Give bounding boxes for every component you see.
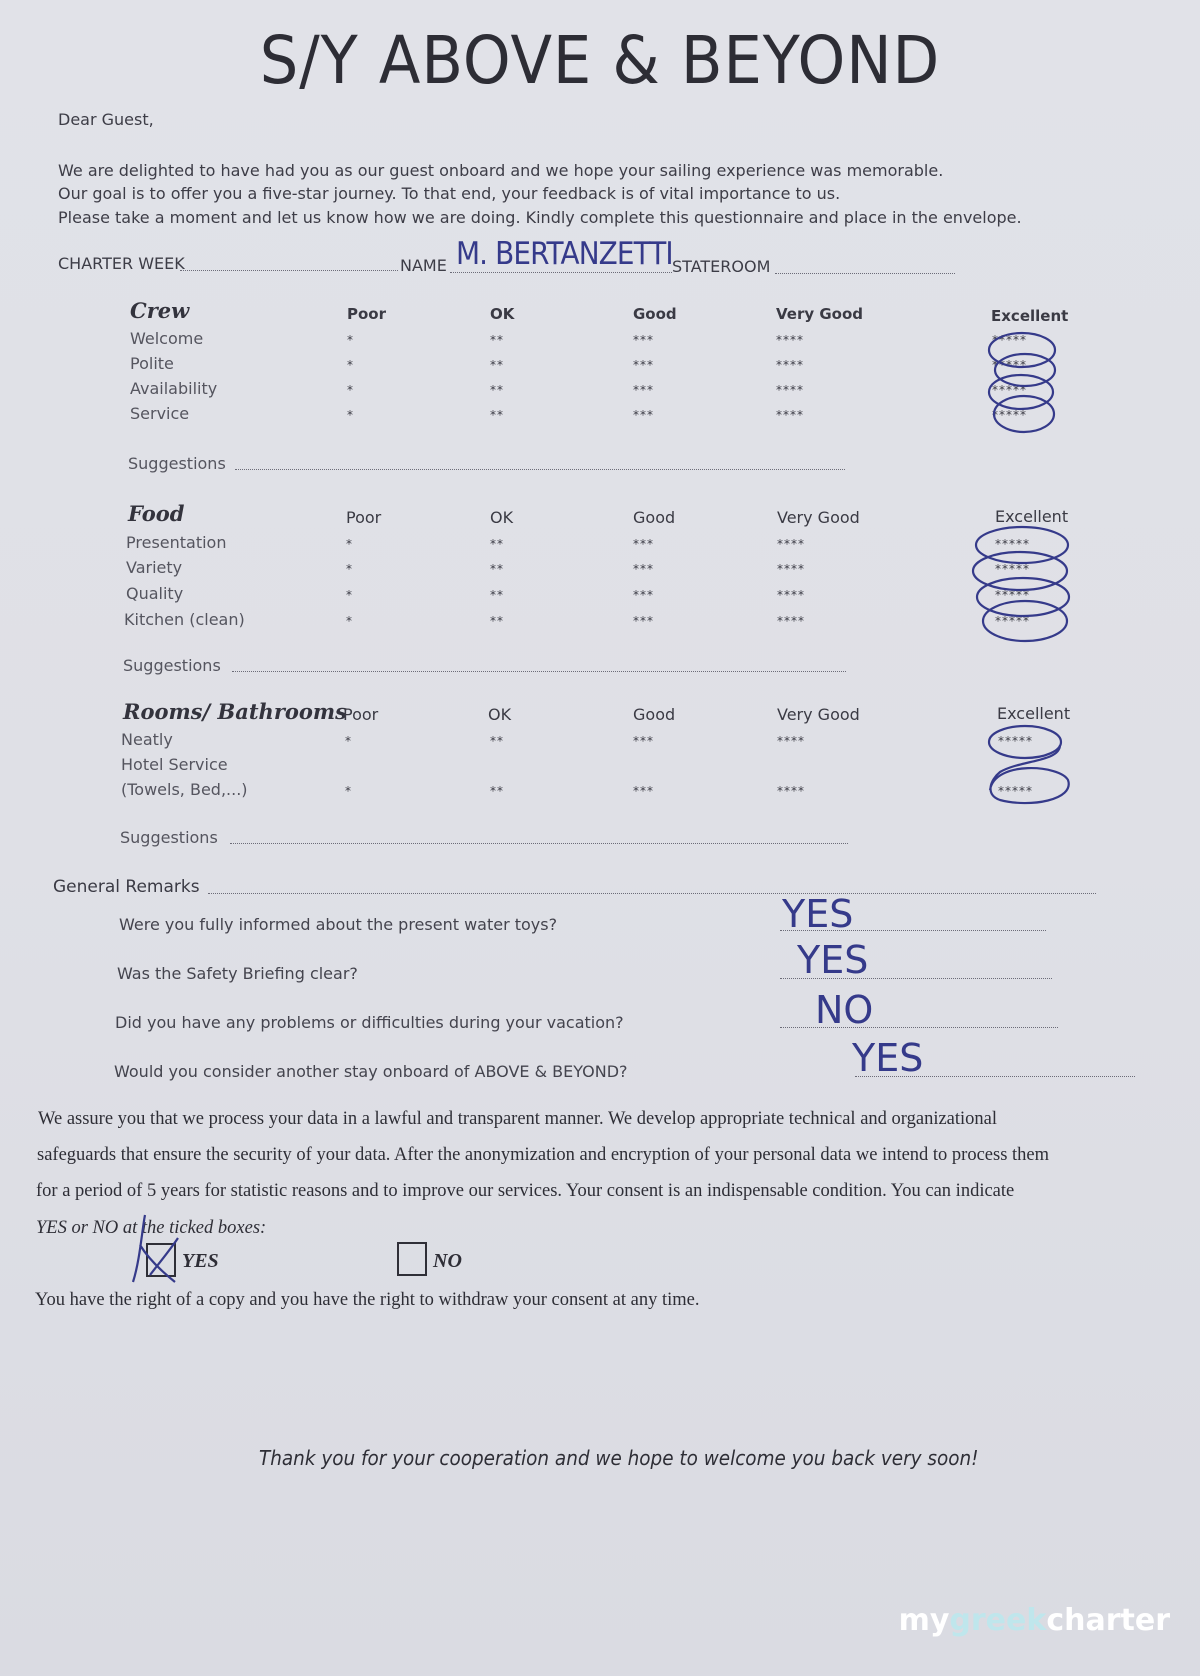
food-suggestions-label: Suggestions — [123, 656, 221, 675]
star-2[interactable]: ** — [490, 358, 504, 372]
food-item-variety: Variety — [126, 558, 183, 577]
star-3[interactable]: *** — [633, 383, 654, 397]
star-4[interactable]: **** — [777, 537, 805, 551]
star-3[interactable]: *** — [633, 562, 654, 576]
star-1[interactable]: * — [346, 537, 353, 551]
charter-week-label: CHARTER WEEK — [58, 254, 185, 273]
rooms-circle-1 — [989, 726, 1061, 758]
star-3[interactable]: *** — [633, 537, 654, 551]
food-col-good: Good — [633, 508, 676, 527]
star-3[interactable]: *** — [633, 333, 654, 347]
star-5[interactable]: ***** — [992, 408, 1027, 422]
rooms-title: Rooms/ Bathrooms — [123, 699, 347, 724]
star-5[interactable]: ***** — [998, 734, 1033, 748]
star-3[interactable]: *** — [633, 614, 654, 628]
name-label: NAME — [400, 256, 447, 275]
rooms-item-towels-bed: (Towels, Bed,...) — [121, 780, 248, 799]
star-4[interactable]: **** — [776, 333, 804, 347]
rooms-col-good: Good — [633, 705, 676, 724]
star-3[interactable]: *** — [633, 358, 654, 372]
food-item-quality: Quality — [126, 584, 184, 603]
star-1[interactable]: * — [345, 784, 352, 798]
rooms-col-very-good: Very Good — [777, 705, 860, 724]
star-3[interactable]: *** — [633, 734, 654, 748]
greeting: Dear Guest, — [58, 110, 154, 129]
consent-no-label: NO — [433, 1250, 462, 1272]
crew-col-very-good: Very Good — [776, 305, 864, 323]
legal-line-1: We assure you that we process your data in a lawful and transparent manner. We develop appropriate technical and organizational — [38, 1109, 998, 1129]
legal-line-2: safeguards that ensure the security of your data. After the anonymization and encryption of your personal data we intend to process them — [37, 1145, 1050, 1165]
stateroom-label: STATEROOM — [672, 257, 771, 276]
star-3[interactable]: *** — [633, 784, 654, 798]
star-2[interactable]: ** — [490, 537, 504, 551]
page-title: S/Y ABOVE & BEYOND — [259, 22, 941, 99]
food-item-presentation: Presentation — [126, 533, 227, 552]
star-1[interactable]: * — [347, 408, 354, 422]
star-5[interactable]: ***** — [995, 562, 1030, 576]
question-another-stay: Would you consider another stay onboard of ABOVE & BEYOND? — [114, 1062, 628, 1081]
answer-problems: NO — [815, 988, 874, 1032]
thank-you-note: Thank you for your cooperation and we hope to welcome you back very soon! — [259, 1446, 979, 1470]
rooms-col-excellent: Excellent — [997, 704, 1071, 723]
star-2[interactable]: ** — [490, 408, 504, 422]
star-2[interactable]: ** — [490, 588, 504, 602]
intro-line-2: Our goal is to offer you a five-star journey. To that end, your feedback is of vital importance to us. — [58, 184, 841, 203]
star-5[interactable]: ***** — [992, 383, 1027, 397]
consent-yes-label: YES — [182, 1250, 219, 1272]
star-1[interactable]: * — [346, 562, 353, 576]
star-5[interactable]: ***** — [995, 614, 1030, 628]
crew-item-service: Service — [130, 404, 190, 423]
legal-line-3: for a period of 5 years for statistic reasons and to improve our services. Your consent is an indispensable condition. You can indicate — [36, 1181, 1015, 1201]
star-1[interactable]: * — [347, 333, 354, 347]
rooms-suggestions-label: Suggestions — [120, 828, 218, 847]
star-5[interactable]: ***** — [995, 588, 1030, 602]
star-3[interactable]: *** — [633, 588, 654, 602]
star-2[interactable]: ** — [490, 562, 504, 576]
consent-yes-check — [133, 1215, 178, 1282]
intro-line-1: We are delighted to have had you as our guest onboard and we hope your sailing experience was memorable. — [58, 161, 944, 180]
star-4[interactable]: **** — [776, 383, 804, 397]
rooms-col-poor: Poor — [343, 705, 379, 724]
general-remarks-label: General Remarks — [53, 877, 200, 897]
star-1[interactable]: * — [346, 588, 353, 602]
crew-suggestions-label: Suggestions — [128, 454, 226, 473]
legal-line-5: You have the right of a copy and you have the right to withdraw your consent at any time. — [35, 1290, 700, 1310]
answer-another-stay: YES — [852, 1036, 924, 1080]
star-3[interactable]: *** — [633, 408, 654, 422]
crew-col-ok: OK — [490, 305, 515, 323]
star-4[interactable]: **** — [776, 408, 804, 422]
star-1[interactable]: * — [346, 614, 353, 628]
food-circle-4 — [983, 601, 1067, 641]
crew-item-polite: Polite — [130, 354, 174, 373]
star-1[interactable]: * — [347, 383, 354, 397]
crew-col-excellent: Excellent — [991, 307, 1069, 325]
crew-col-poor: Poor — [347, 305, 387, 323]
star-1[interactable]: * — [347, 358, 354, 372]
crew-item-availability: Availability — [130, 379, 218, 398]
answer-water-toys: YES — [782, 892, 854, 936]
star-2[interactable]: ** — [490, 383, 504, 397]
star-4[interactable]: **** — [777, 614, 805, 628]
crew-title: Crew — [130, 298, 190, 323]
star-4[interactable]: **** — [777, 734, 805, 748]
food-title: Food — [128, 501, 185, 526]
star-2[interactable]: ** — [490, 614, 504, 628]
star-4[interactable]: **** — [776, 358, 804, 372]
name-handwritten: M. BERTANZETTI — [456, 236, 673, 272]
crew-circle-4 — [994, 396, 1054, 432]
crew-col-good: Good — [633, 305, 677, 323]
food-col-poor: Poor — [346, 508, 382, 527]
star-2[interactable]: ** — [490, 333, 504, 347]
food-item-kitchen: Kitchen (clean) — [124, 610, 245, 629]
question-problems: Did you have any problems or difficulties during your vacation? — [115, 1013, 624, 1032]
star-4[interactable]: **** — [777, 562, 805, 576]
food-col-ok: OK — [490, 508, 514, 527]
question-water-toys: Were you fully informed about the present water toys? — [119, 915, 558, 934]
star-5[interactable]: ***** — [995, 537, 1030, 551]
answer-safety-briefing: YES — [797, 938, 869, 982]
rooms-item-hotel-service: Hotel Service — [121, 755, 228, 774]
food-col-excellent: Excellent — [995, 507, 1069, 526]
star-4[interactable]: **** — [777, 588, 805, 602]
legal-line-4: YES or NO at the ticked boxes: — [36, 1218, 267, 1238]
crew-item-welcome: Welcome — [130, 329, 204, 348]
intro-line-3: Please take a moment and let us know how we are doing. Kindly complete this questionnaire and place in the envelope. — [58, 208, 1022, 227]
star-5[interactable]: ***** — [998, 784, 1033, 798]
food-col-very-good: Very Good — [777, 508, 860, 527]
star-5[interactable]: ***** — [992, 358, 1027, 372]
question-safety-briefing: Was the Safety Briefing clear? — [117, 964, 358, 983]
watermark-logo: mygreekcharter — [898, 1603, 1170, 1638]
rooms-item-neatly: Neatly — [121, 730, 173, 749]
star-5[interactable]: ***** — [992, 333, 1027, 347]
star-2[interactable]: ** — [490, 734, 504, 748]
star-1[interactable]: * — [345, 734, 352, 748]
star-4[interactable]: **** — [777, 784, 805, 798]
star-2[interactable]: ** — [490, 784, 504, 798]
rooms-col-ok: OK — [488, 705, 512, 724]
